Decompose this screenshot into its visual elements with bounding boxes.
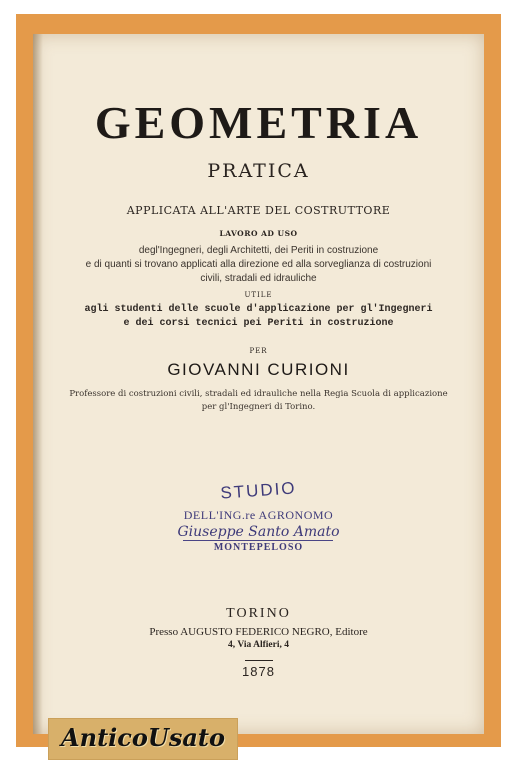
anticousato-logo bbox=[48, 718, 238, 760]
author-name: GIOVANNI CURIONI bbox=[167, 360, 350, 379]
author-credentials: Professore di costruzioni civili, stradali ed idrauliche nella Regia Scuola di applicazione bbox=[69, 389, 448, 399]
publication-year: 1878 bbox=[242, 664, 275, 679]
lavoro-label: LAVORO AD USO bbox=[219, 229, 298, 238]
stamp-owner-name: Giuseppe Santo Amato bbox=[177, 524, 340, 540]
students-line: e dei corsi tecnici pei Periti in costruzione bbox=[123, 318, 394, 329]
publisher-address: 4, Via Alfieri, 4 bbox=[228, 640, 289, 650]
students-line: agli studenti delle scuole d'applicazione per gl'Ingegneri bbox=[84, 304, 433, 315]
utile-label: UTILE bbox=[244, 291, 273, 299]
audience-line: degl'Ingegneri, degli Architetti, dei Periti in costruzione bbox=[138, 245, 379, 256]
stamp-town: MONTEPELOSO bbox=[213, 542, 304, 553]
title-page bbox=[33, 34, 484, 734]
stamp-studio: STUDIO bbox=[219, 478, 298, 503]
audience-line: civili, stradali ed idrauliche bbox=[200, 273, 317, 284]
stamp-profession: DELL'ING.re AGRONOMO bbox=[183, 508, 334, 522]
per-label: PER bbox=[249, 347, 268, 355]
publisher-city: TORINO bbox=[226, 606, 291, 621]
book-title: GEOMETRIA bbox=[94, 97, 423, 148]
subtitle-applicata: APPLICATA ALL'ARTE DEL COSTRUTTORE bbox=[126, 204, 391, 217]
audience-line: e di quanti si trovano applicati alla direzione ed alla sorveglianza di costruzioni bbox=[85, 259, 432, 270]
author-credentials: per gl'Ingegneri di Torino. bbox=[201, 402, 316, 412]
stamp-divider bbox=[183, 540, 333, 541]
year-rule bbox=[245, 660, 273, 661]
logo-text: AnticoUsato bbox=[61, 723, 225, 752]
book-subtitle: PRATICA bbox=[207, 160, 310, 182]
publisher-name: Presso AUGUSTO FEDERICO NEGRO, Editore bbox=[149, 626, 368, 638]
